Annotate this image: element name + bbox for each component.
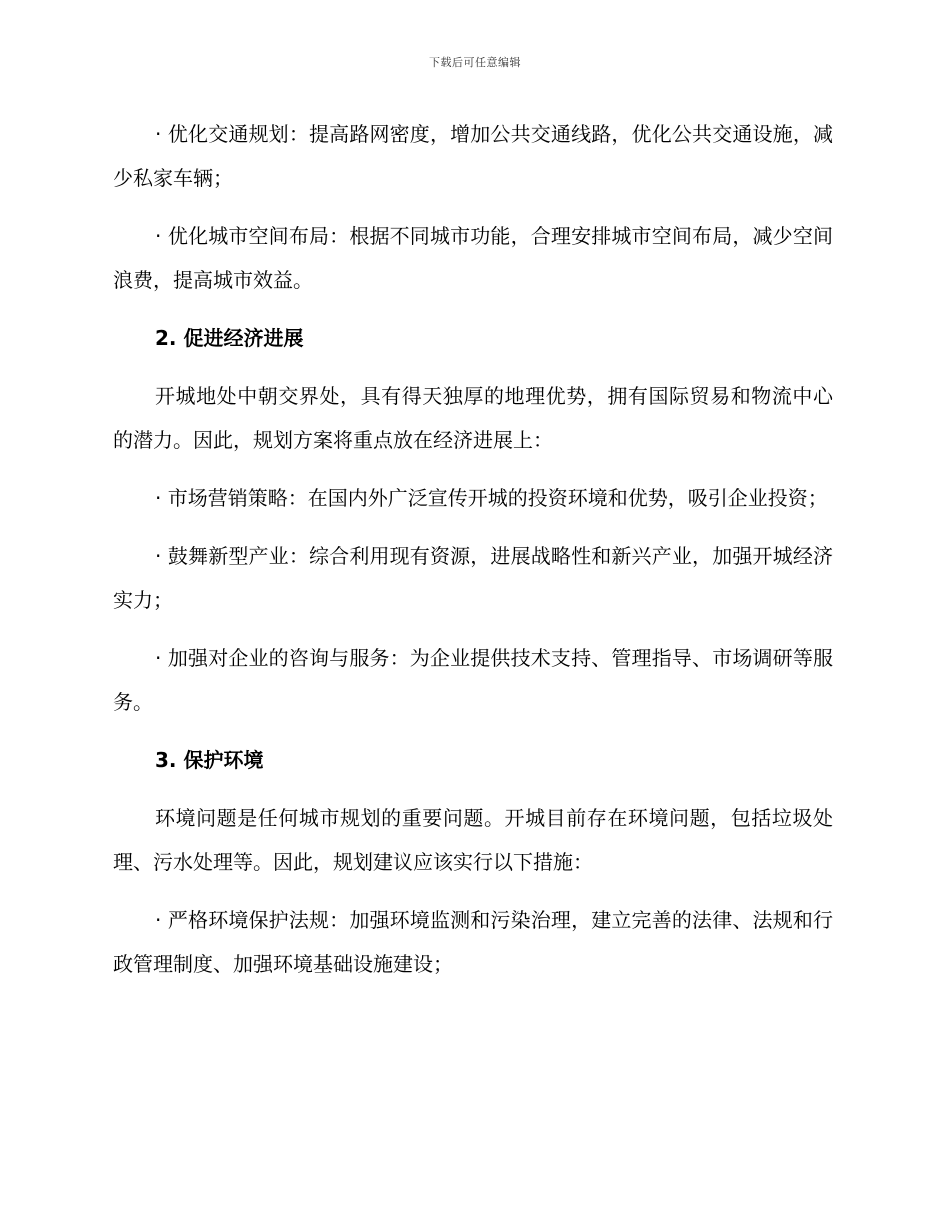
bullet-transport-planning: · 优化交通规划：提高路网密度，增加公共交通线路，优化公共交通设施，减少私家车辆；: [113, 122, 833, 190]
economy-intro-paragraph: 开城地处中朝交界处，具有得天独厚的地理优势，拥有国际贸易和物流中心的潜力。因此，规划方案将重点放在经济进展上：: [113, 384, 833, 452]
section-heading-environment: 3. 保护环境: [155, 748, 264, 772]
bullet-environmental-regulations: · 严格环境保护法规：加强环境监测和污染治理，建立完善的法律、法规和行政管理制度、加强环境基础设施建设；: [113, 908, 833, 976]
bullet-urban-space-layout: · 优化城市空间布局：根据不同城市功能，合理安排城市空间布局，减少空间浪费，提高城市效益。: [113, 224, 833, 292]
section-heading-economy: 2. 促进经济进展: [155, 326, 304, 350]
bullet-new-industries: · 鼓舞新型产业：综合利用现有资源，进展战略性和新兴产业，加强开城经济实力；: [113, 544, 833, 612]
document-body: [113, 112, 833, 1000]
bullet-marketing-strategy: · 市场营销策略：在国内外广泛宣传开城的投资环境和优势，吸引企业投资；: [155, 486, 828, 510]
bullet-enterprise-services: · 加强对企业的咨询与服务：为企业提供技术支持、管理指导、市场调研等服务。: [113, 646, 833, 714]
page-header: 下载后可任意编辑: [429, 56, 521, 69]
environment-intro-paragraph: 环境问题是任何城市规划的重要问题。开城目前存在环境问题，包括垃圾处理、污水处理等。因此，规划建议应该实行以下措施：: [113, 806, 833, 874]
